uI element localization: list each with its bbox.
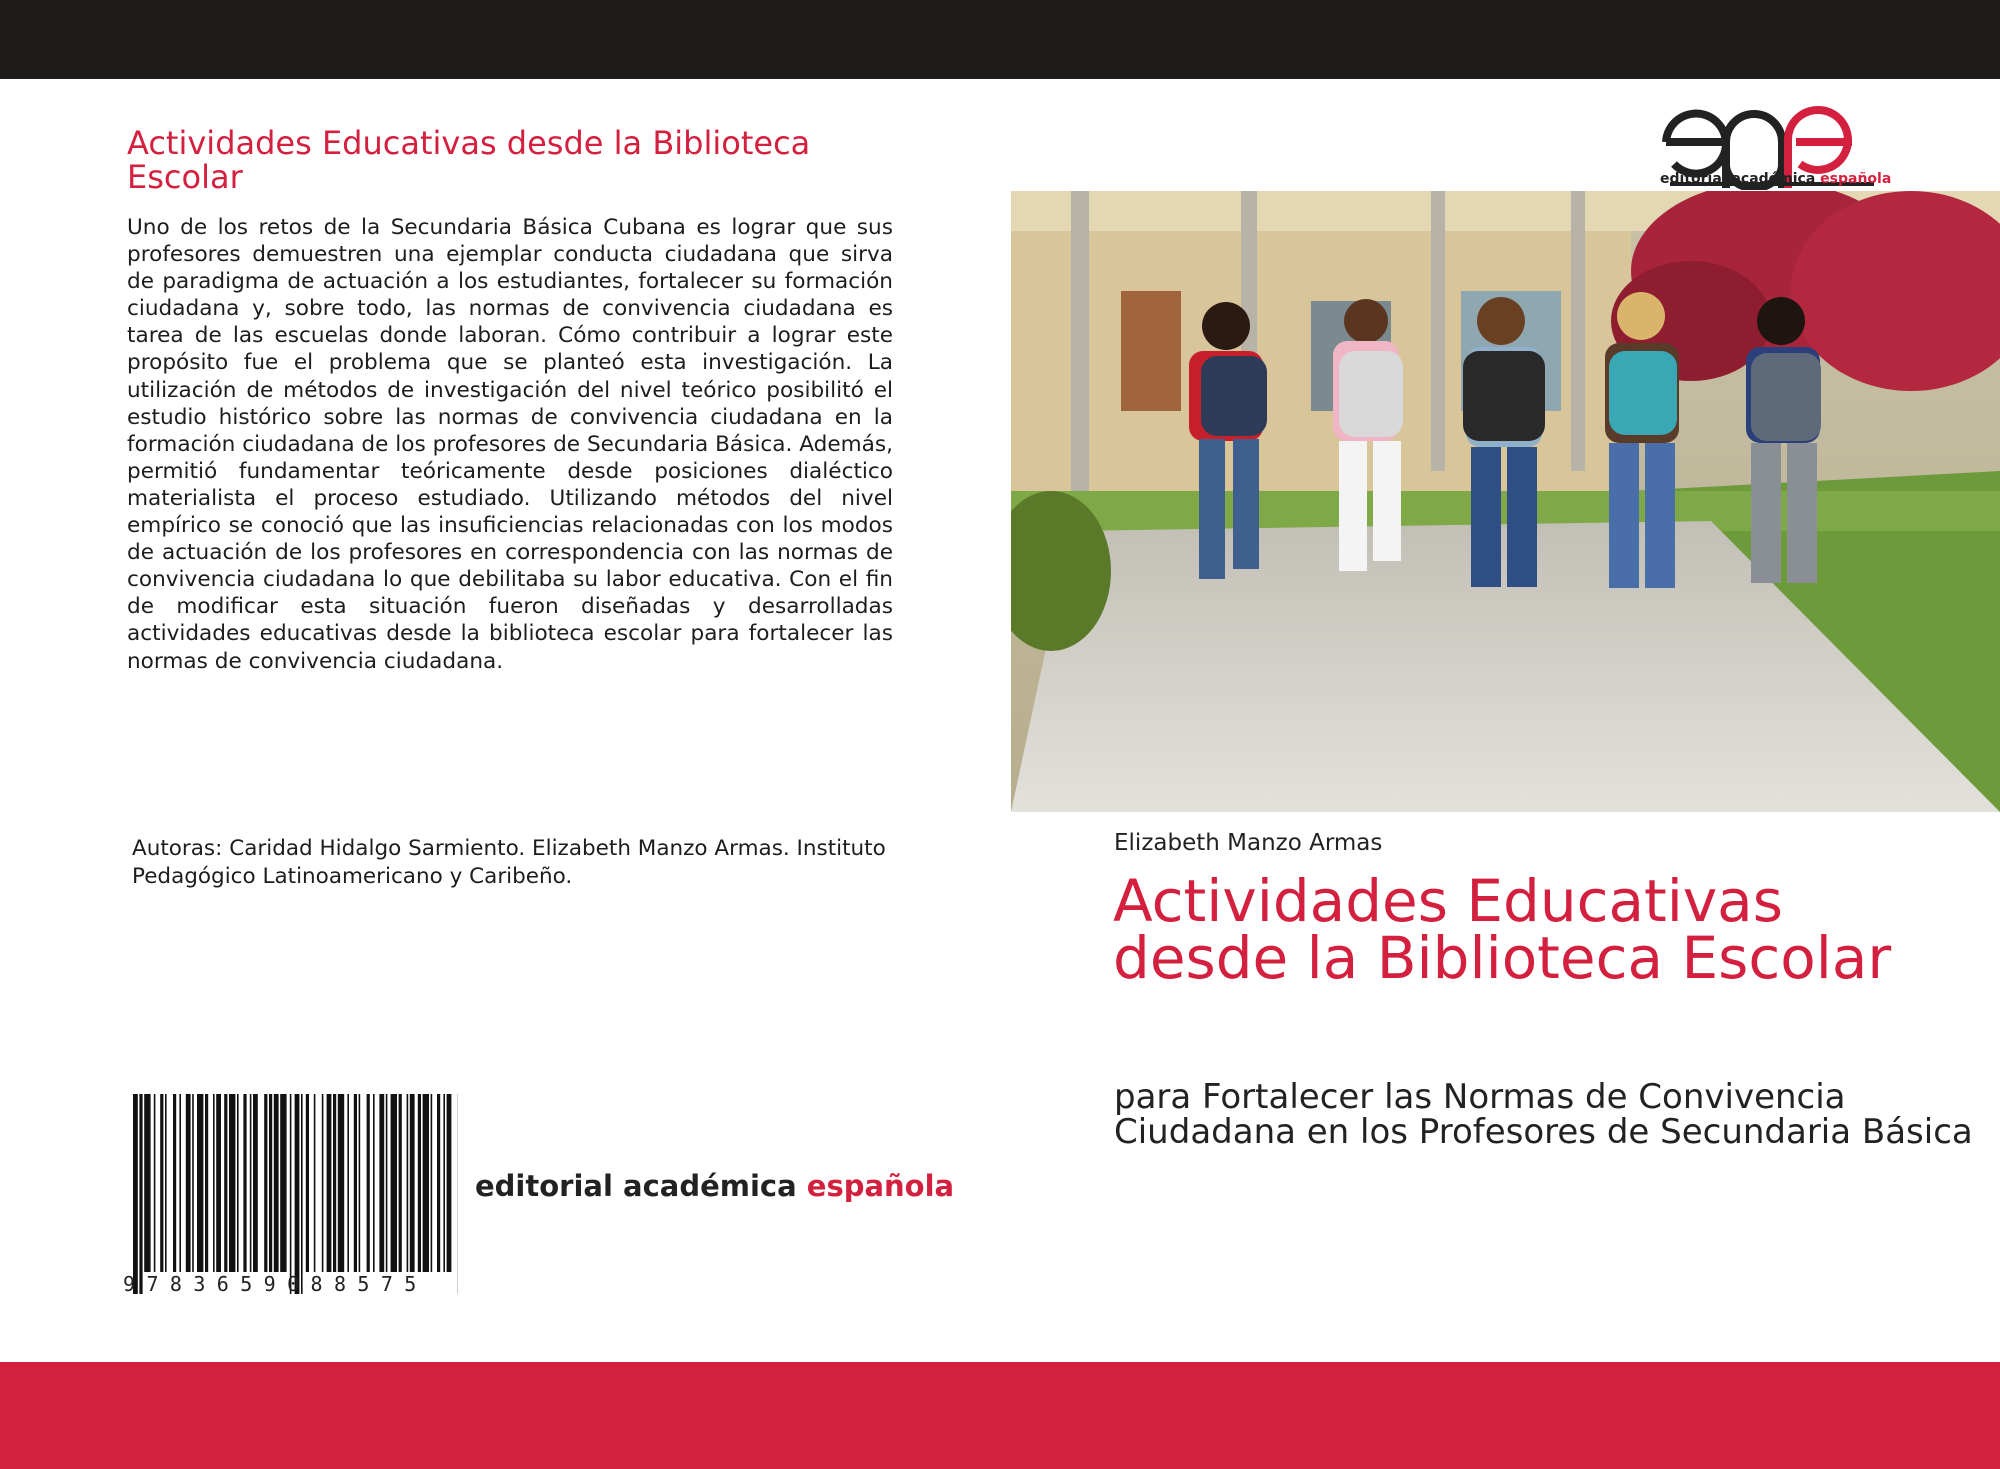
isbn-digits: 9783659088575 <box>123 1272 428 1296</box>
publisher-name-dark: editorial académica <box>475 1169 807 1203</box>
back-publisher-name <box>475 1169 954 1203</box>
photo-children-walking-icon <box>1011 191 2000 812</box>
top-bar <box>0 0 2000 79</box>
logo-caption-red: española <box>1820 171 1892 187</box>
back-cover-title: Actividades Educativas desde la Biblioteca Escolar <box>127 124 811 196</box>
logo-caption-dark: editorial académica <box>1660 171 1821 187</box>
front-cover-title: Actividades Educativas desde la Biblioteca Escolar <box>1113 867 1892 992</box>
front-cover-subtitle: para Fortalecer las Normas de Convivencia Ciudadana en los Profesores de Secundaria Básica <box>1114 1077 1973 1152</box>
back-cover-authors: Autoras: Caridad Hidalgo Sarmiento. Elizabeth Manzo Armas. Instituto Pedagógico Latinoamericano y Caribeño. <box>132 836 886 889</box>
cover-photo <box>1011 191 2000 812</box>
barcode <box>133 1094 458 1294</box>
publisher-name-red: española <box>806 1169 955 1203</box>
logo-caption <box>1660 171 1892 187</box>
bottom-bar <box>0 1362 2000 1469</box>
back-cover-synopsis: Uno de los retos de la Secundaria Básica Cubana es lograr que sus profesores demuestren una ejemplar conducta ciudadana que sirva de paradigma de actuación a los estudiantes, fortalecer su formación ciudadana y, sobre todo, las normas de convivencia ciudadana es tarea de las escuelas donde laboran. Cómo contribuir a lograr este propósito fue el problema que se planteó esta investigación. La utilización de métodos de investigación del nivel teórico posibilitó el estudio histórico sobre las normas de convivencia ciudadana en la formación ciudadana de los profesores de Secundaria Básica. Además, permitió fundamentar teóricamente desde posiciones dialéctico materialista el proceso estudiado. Utilizando métodos del nivel empírico se conoció que las insuficiencias relacionadas con los modos de actuación de los profesores en correspondencia con las normas de convivencia ciudadana lo que debilitaba su labor educativa. Con el fin de modificar esta situación fueron diseñadas y desarrolladas actividades educativas desde la biblioteca escolar para fortalecer las normas de convivencia ciudadana. <box>127 215 893 674</box>
front-cover-author: Elizabeth Manzo Armas <box>1114 830 1383 856</box>
